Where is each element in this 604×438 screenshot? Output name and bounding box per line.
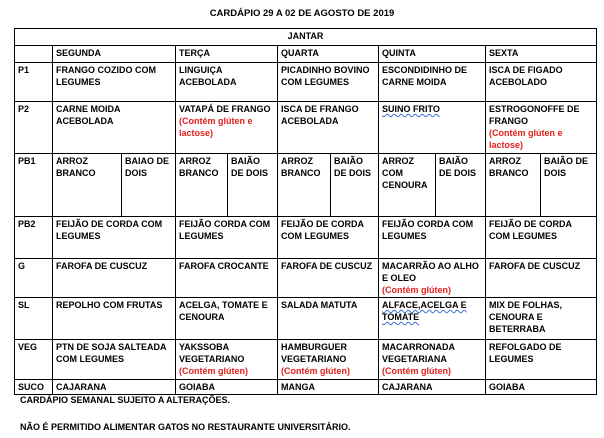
row-suco xyxy=(15,380,597,395)
day-header: SEGUNDA xyxy=(53,46,176,63)
day-header: SEXTA xyxy=(486,46,597,63)
dish-name: SUINO FRITO xyxy=(382,104,440,114)
day-header: QUINTA xyxy=(379,46,486,63)
warning-text: (Contém glúten) xyxy=(382,285,451,295)
warning-text: (Contém glúten) xyxy=(281,366,350,376)
warning-text: (Contém glúten e lactose) xyxy=(179,116,253,138)
warning-text: (Contém glúten) xyxy=(179,366,248,376)
menu-cell: FEIJÃO CORDA COM LEGUMES xyxy=(176,217,278,259)
dish-name: HAMBURGUER VEGETARIANO xyxy=(281,342,347,364)
menu-cell: FRANGO COZIDO COM LEGUMES xyxy=(53,63,176,102)
menu-cell: GOIABA xyxy=(176,380,278,395)
day-header: TERÇA xyxy=(176,46,278,63)
menu-cell: ARROZ COM CENOURA xyxy=(379,154,436,217)
category-label: P1 xyxy=(15,63,53,102)
corner-cell xyxy=(15,46,53,63)
menu-cell: ARROZ BRANCO xyxy=(176,154,228,217)
footer-note: NÃO É PERMITIDO ALIMENTAR GATOS NO RESTAURANTE UNIVERSITÁRIO. xyxy=(20,422,351,432)
menu-cell: ARROZ BRANCO xyxy=(486,154,541,217)
menu-cell: BAIAO DE DOIS xyxy=(122,154,176,217)
row-p2 xyxy=(15,102,597,154)
menu-cell xyxy=(176,340,278,380)
menu-cell: CAJARANA xyxy=(53,380,176,395)
menu-cell xyxy=(379,102,486,154)
menu-cell xyxy=(278,102,379,154)
days-row xyxy=(15,46,597,63)
menu-cell xyxy=(379,298,486,340)
row-sl xyxy=(15,298,597,340)
menu-cell: SALADA MATUTA xyxy=(278,298,379,340)
dish-name: YAKSSOBA VEGETARIANO xyxy=(179,342,245,364)
dish-name: VATAPÁ DE FRANGO xyxy=(179,104,271,114)
meal-row xyxy=(15,29,597,46)
menu-cell: BAIÃO DE DOIS xyxy=(436,154,486,217)
warning-text: (Contém glúten) xyxy=(382,366,451,376)
warning-text: (Contém glúten e lactose) xyxy=(489,128,563,150)
menu-cell: ACELGA, TOMATE E CENOURA xyxy=(176,298,278,340)
menu-cell: REPOLHO COM FRUTAS xyxy=(53,298,176,340)
menu-cell: FEIJÃO DE CORDA COM LEGUMES xyxy=(486,217,597,259)
menu-cell: FEIJÃO CORDA COM LEGUMES xyxy=(379,217,486,259)
category-label: PB2 xyxy=(15,217,53,259)
category-label: SUCO xyxy=(15,380,53,395)
menu-cell: ARROZ BRANCO xyxy=(278,154,331,217)
row-g xyxy=(15,259,597,298)
menu-cell: GOIABA xyxy=(486,380,597,395)
menu-cell: PICADINHO BOVINO COM LEGUMES xyxy=(278,63,379,102)
menu-table xyxy=(14,28,597,395)
category-label: VEG xyxy=(15,340,53,380)
category-label: SL xyxy=(15,298,53,340)
menu-cell xyxy=(278,340,379,380)
menu-cell: FEIJÃO DE CORDA COM LEGUMES xyxy=(278,217,379,259)
dish-name: CARNE MOIDA ACEBOLADA xyxy=(56,104,121,126)
menu-cell: MANGA xyxy=(278,380,379,395)
menu-cell: CAJARANA xyxy=(379,380,486,395)
menu-cell: BAIÃO DE DOIS xyxy=(541,154,597,217)
menu-cell xyxy=(379,340,486,380)
menu-cell: BAIÃO DE DOIS xyxy=(228,154,278,217)
menu-cell: MIX DE FOLHAS, CENOURA E BETERRABA xyxy=(486,298,597,340)
menu-cell xyxy=(379,259,486,298)
category-label: G xyxy=(15,259,53,298)
menu-cell: BAIÃO DE DOIS xyxy=(331,154,379,217)
category-label: P2 xyxy=(15,102,53,154)
menu-cell xyxy=(486,102,597,154)
menu-cell: FAROFA DE CUSCUZ xyxy=(53,259,176,298)
menu-cell: ESCONDIDINHO DE CARNE MOIDA xyxy=(379,63,486,102)
menu-cell xyxy=(53,102,176,154)
menu-cell: FAROFA DE CUSCUZ xyxy=(278,259,379,298)
menu-cell: FAROFA CROCANTE xyxy=(176,259,278,298)
menu-cell xyxy=(176,102,278,154)
menu-cell: FAROFA DE CUSCUZ xyxy=(486,259,597,298)
menu-cell: FEIJÃO DE CORDA COM LEGUMES xyxy=(53,217,176,259)
dish-name: MACARRONADA VEGETARIANA xyxy=(382,342,455,364)
day-header: QUARTA xyxy=(278,46,379,63)
dish-name: ISCA DE FRANGO ACEBOLADA xyxy=(281,104,359,126)
row-p1 xyxy=(15,63,597,102)
menu-cell: PTN DE SOJA SALTEADA COM LEGUMES xyxy=(53,340,176,380)
menu-cell: LINGUIÇA ACEBOLADA xyxy=(176,63,278,102)
row-pb2 xyxy=(15,217,597,259)
category-label: PB1 xyxy=(15,154,53,217)
footer-note: CARDÁPIO SEMANAL SUJEITO A ALTERAÇÕES. xyxy=(20,395,231,405)
page-title: CARDÁPIO 29 A 02 DE AGOSTO DE 2019 xyxy=(209,8,395,19)
dish-name: ESTROGONOFFE DE FRANGO xyxy=(489,104,580,126)
menu-cell: ISCA DE FIGADO ACEBOLADO xyxy=(486,63,597,102)
menu-cell: ARROZ BRANCO xyxy=(53,154,122,217)
row-veg xyxy=(15,340,597,380)
dish-name: ALFACE,ACELGA E TOMATE xyxy=(382,300,467,322)
dish-name: MACARRÃO AO ALHO E OLEO xyxy=(382,261,479,283)
row-pb1 xyxy=(15,154,597,217)
menu-cell: REFOLGADO DE LEGUMES xyxy=(486,340,597,380)
meal-label: JANTAR xyxy=(15,29,597,46)
